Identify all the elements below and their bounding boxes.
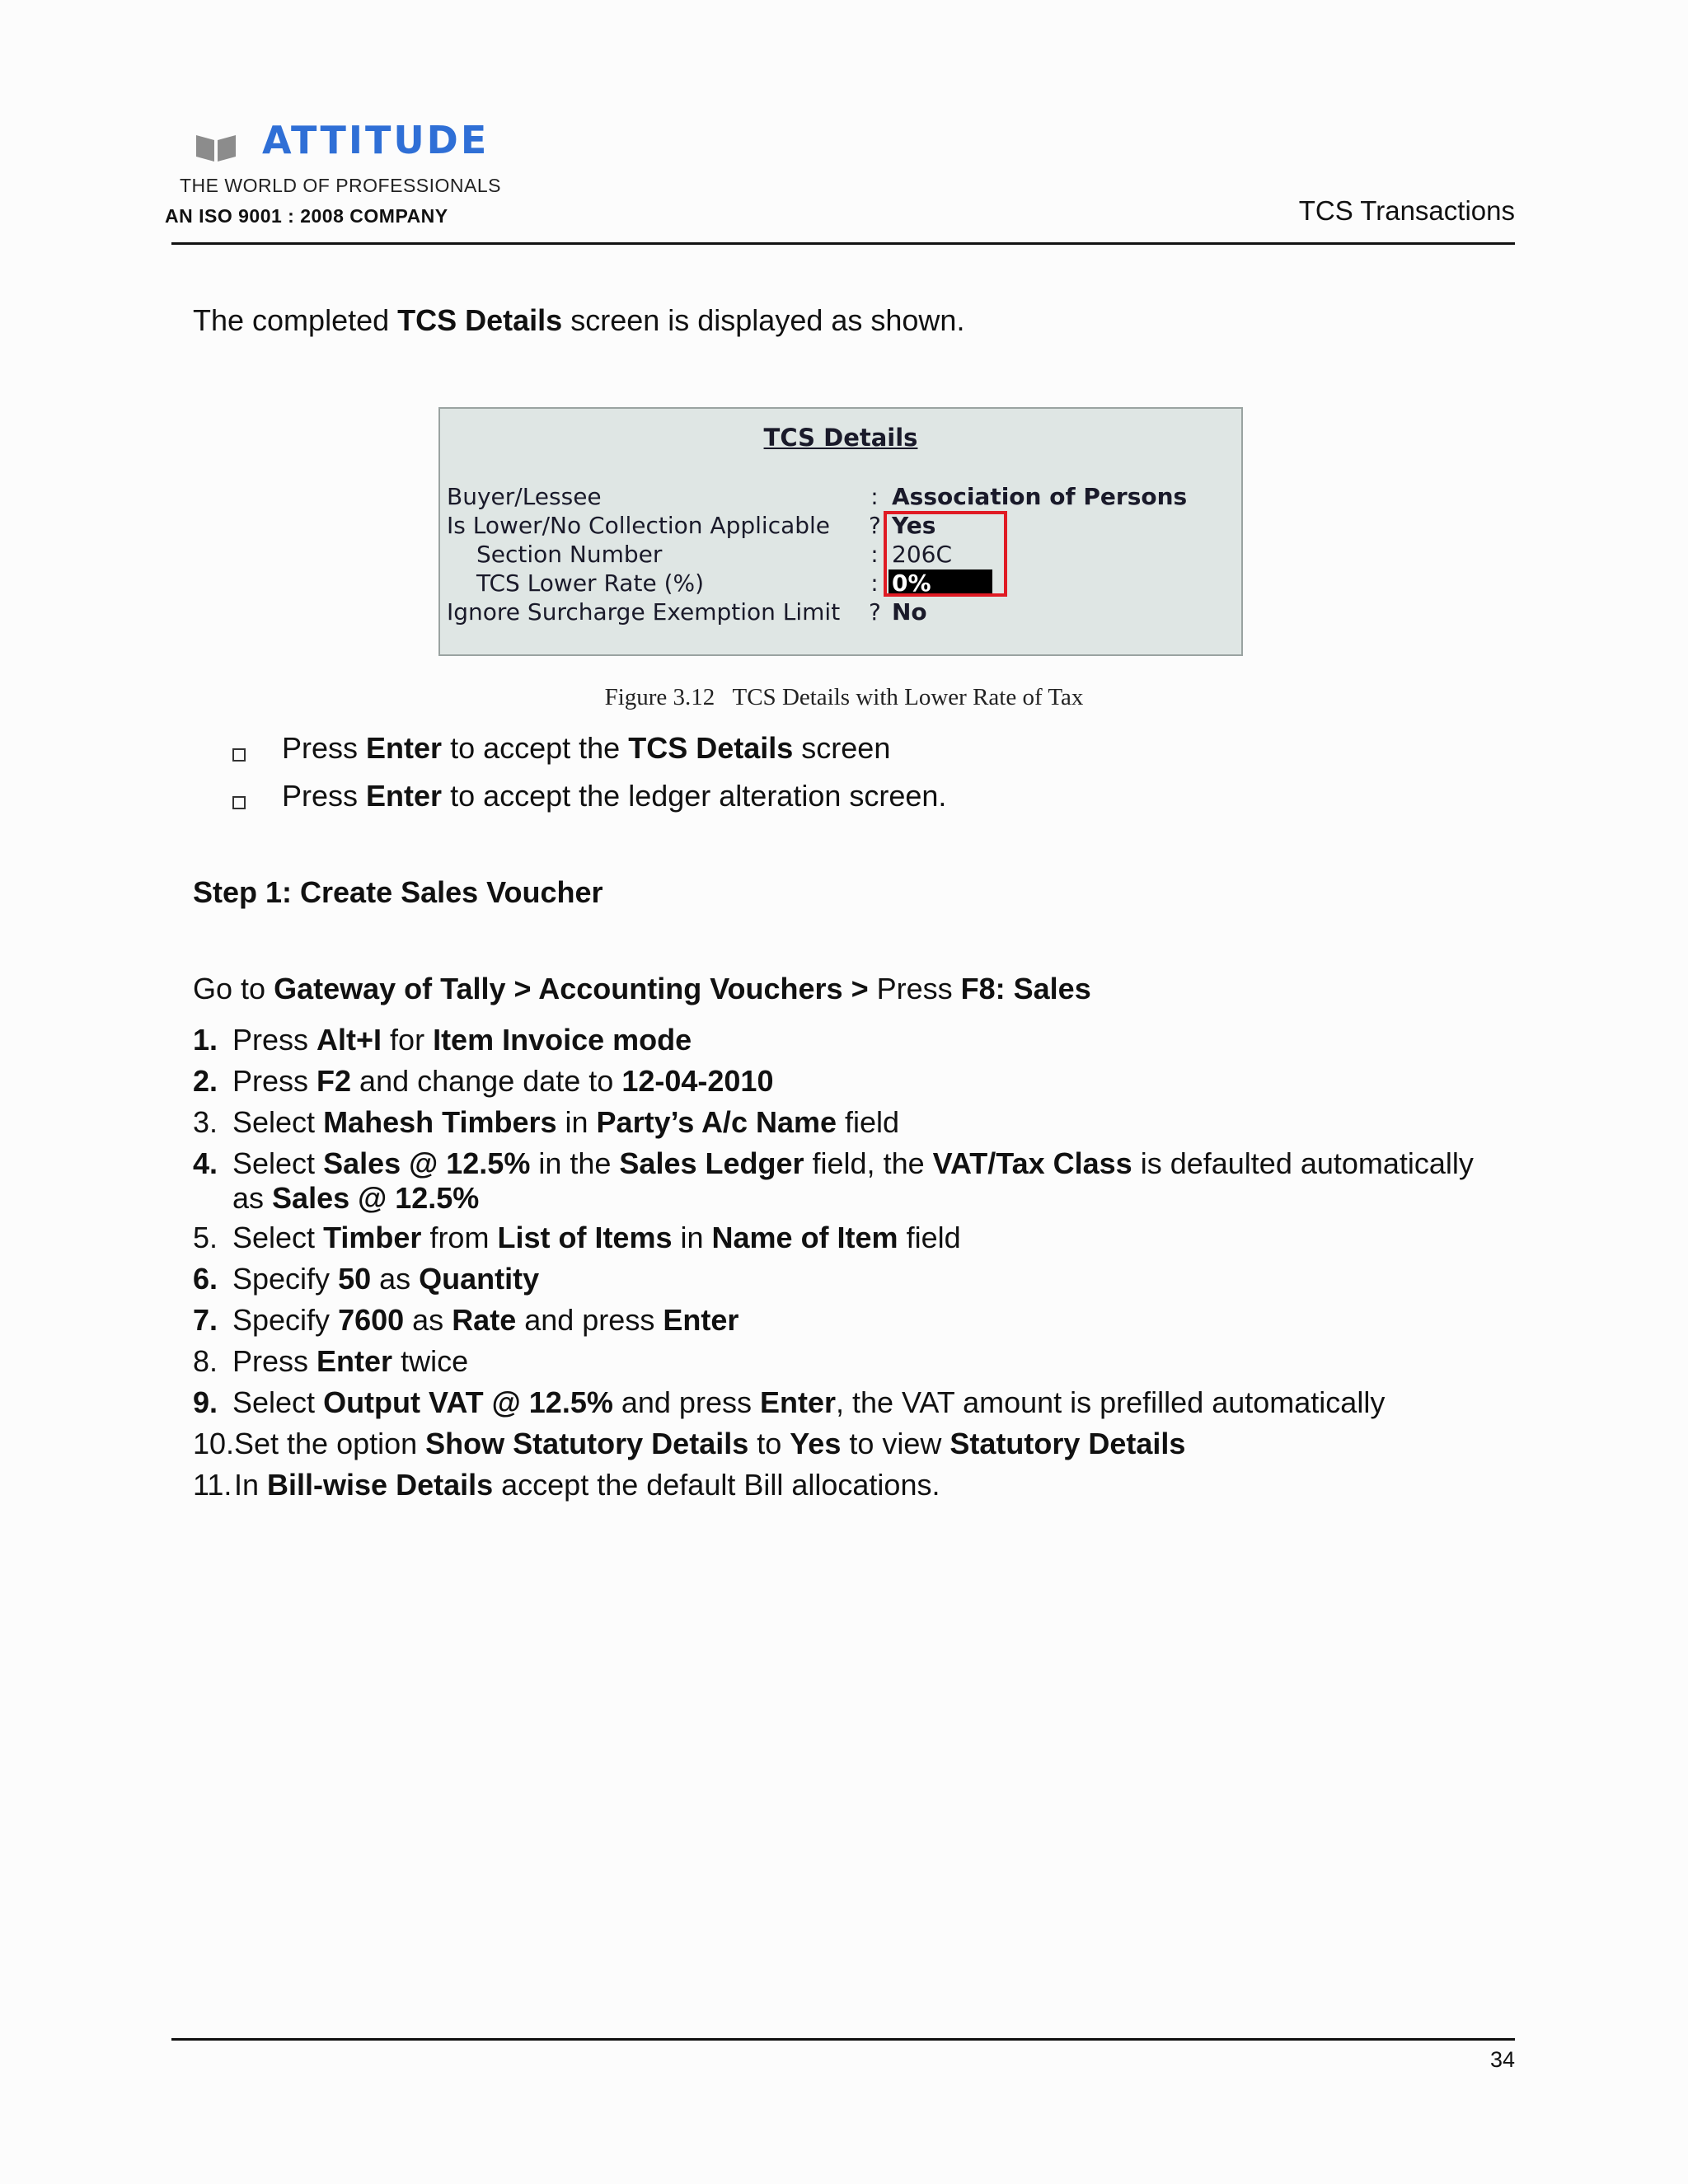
step-text: Set the option Show Statutory Details to Yes to view Statutory Details — [234, 1427, 1186, 1460]
row-separator: : — [870, 483, 879, 510]
screen-title: TCS Details — [763, 424, 918, 452]
step-number: 11. — [193, 1468, 232, 1502]
bullet-item: Press Enter to accept the TCS Details screen — [282, 731, 891, 765]
step-text: Specify 50 as Quantity — [232, 1262, 540, 1296]
row-label: TCS Lower Rate (%) — [476, 569, 705, 597]
bullet-item: Press Enter to accept the ledger alteration screen. — [282, 779, 947, 813]
step-number: 1. — [193, 1023, 218, 1057]
row-label: Ignore Surcharge Exemption Limit — [447, 598, 841, 626]
step-text-continued: as Sales @ 12.5% — [232, 1181, 480, 1215]
row-value-buyer-lessee: Association of Persons — [892, 483, 1188, 510]
intro-bold: TCS Details — [397, 303, 563, 337]
step-number: 7. — [193, 1303, 218, 1337]
row-label: Section Number — [476, 541, 663, 568]
row-label: Buyer/Lessee — [447, 483, 602, 510]
step-number: 2. — [193, 1064, 218, 1098]
step-text: Select Output VAT @ 12.5% and press Enter, the VAT amount is prefilled automatically — [232, 1385, 1386, 1419]
logo-iso-text: AN ISO 9001 : 2008 COMPANY — [165, 205, 448, 227]
row-value-lower-rate: 0%_ — [889, 569, 992, 597]
row-value-lower-collection: Yes — [892, 512, 936, 539]
row-separator: ? — [869, 598, 881, 626]
step-number: 4. — [193, 1146, 218, 1180]
navigation-path: Go to Gateway of Tally > Accounting Vouchers > Press F8: Sales — [193, 972, 1091, 1005]
step-text: Press Enter twice — [232, 1344, 469, 1378]
tcs-details-screenshot — [438, 407, 1243, 656]
step-text: Select Mahesh Timbers in Party’s A/c Name field — [232, 1105, 900, 1139]
step-number: 9. — [193, 1385, 218, 1419]
header-rule — [171, 242, 1515, 245]
step-text: Press F2 and change date to 12-04-2010 — [232, 1064, 774, 1098]
step-text: Select Sales @ 12.5% in the Sales Ledger field, the VAT/Tax Class is defaulted automatically — [232, 1146, 1474, 1180]
step-number: 10. — [193, 1427, 235, 1460]
intro-text: The completed — [193, 303, 398, 337]
step-number: 6. — [193, 1262, 218, 1296]
figure-caption: Figure 3.12 TCS Details with Lower Rate of Tax — [604, 684, 1084, 710]
step-number: 3. — [193, 1105, 218, 1139]
row-separator: ? — [869, 512, 881, 539]
logo-brand-text: ATTITUDE — [262, 118, 490, 162]
page-number: 34 — [1489, 2047, 1515, 2072]
intro-text-end: screen is displayed as shown. — [562, 303, 965, 337]
bullet-marker — [232, 748, 246, 762]
step-text: Select Timber from List of Items in Name of Item field — [232, 1221, 961, 1254]
step-text: Specify 7600 as Rate and press Enter — [232, 1303, 739, 1337]
intro-paragraph — [193, 302, 964, 339]
row-separator: : — [870, 541, 879, 568]
row-separator: : — [870, 569, 879, 597]
logo-tagline: THE WORLD OF PROFESSIONALS — [180, 175, 501, 196]
highlight-box — [884, 511, 1007, 597]
step-text: Press Alt+I for Item Invoice mode — [232, 1023, 692, 1057]
row-label: Is Lower/No Collection Applicable — [447, 512, 831, 539]
step-text: In Bill-wise Details accept the default Bill allocations. — [234, 1468, 940, 1502]
bullet-marker — [232, 796, 246, 809]
header-section-title: TCS Transactions — [1298, 195, 1515, 226]
logo-mark — [165, 115, 503, 181]
step-number: 5. — [193, 1221, 218, 1254]
step-heading: Step 1: Create Sales Voucher — [193, 875, 603, 909]
row-value-section-number: 206C — [892, 541, 952, 568]
row-value-surcharge: No — [892, 598, 927, 626]
footer-rule — [171, 2038, 1515, 2041]
step-number: 8. — [193, 1344, 218, 1378]
